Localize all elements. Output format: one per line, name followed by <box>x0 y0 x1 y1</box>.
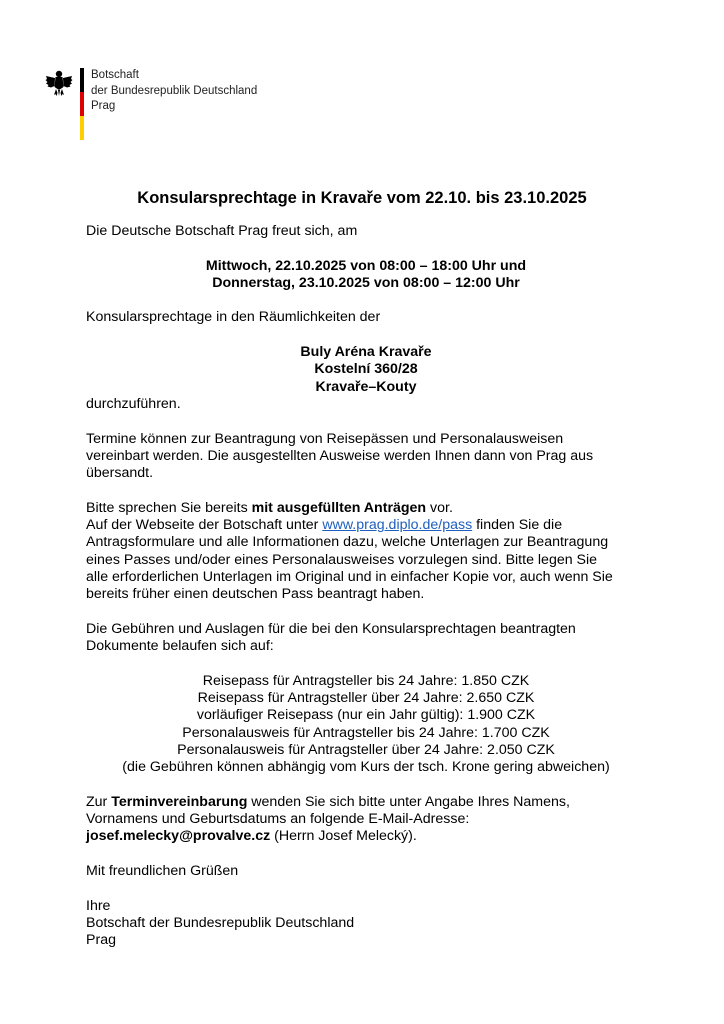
venue-street: Kostelní 360/28 <box>314 361 418 378</box>
website-text-before: Auf der Webseite der Botschaft unter <box>86 517 323 534</box>
contact-text-after: wenden Sie sich bitte unter Angabe Ihres Namens, <box>247 793 570 810</box>
website-rest-text: alle erforderlichen Unterlagen im Original und in einfacher Kopie vor, auch wenn Sie <box>86 568 613 585</box>
appointments-text: übersandt. <box>86 465 154 482</box>
contact-email[interactable]: josef.melecky@provalve.cz <box>86 828 271 845</box>
appointments-text: Termine können zur Beantragung von Reisepässen und Personalausweisen <box>86 430 564 447</box>
fee-line: vorläufiger Reisepass (nur ein Jahr gültig): 1.900 CZK <box>196 707 536 724</box>
fee-line: Reisepass für Antragsteller über 24 Jahre: 2.650 CZK <box>197 690 535 707</box>
fee-line: Reisepass für Antragsteller bis 24 Jahre: 1.850 CZK <box>202 672 530 689</box>
flag-stripe <box>80 68 84 140</box>
sender-line: der Bundesrepublik Deutschland <box>91 84 258 97</box>
bring-text-after: vor. <box>426 499 453 516</box>
pass-info-link[interactable]: www.prag.diplo.de/pass <box>322 517 473 534</box>
fee-line: Personalausweis für Antragsteller bis 24 Jahre: 1.700 CZK <box>182 724 550 741</box>
venue-name: Buly Aréna Kravaře <box>300 344 432 361</box>
website-rest-text: bereits früher einen deutschen Pass beantragt haben. <box>86 586 425 603</box>
letter-body <box>86 223 646 949</box>
document-title: Konsularsprechtage in Kravaře vom 22.10. bis 23.10.2025 <box>137 189 587 207</box>
date-line: Mittwoch, 22.10.2025 von 08:00 – 18:00 Uhr und <box>205 257 527 274</box>
contact-text <box>86 794 646 811</box>
appointments-text: vereinbart werden. Die ausgestellten Ausweise werden Ihnen dann von Prag aus <box>86 447 594 464</box>
signature-line: Prag <box>86 932 116 949</box>
fees-intro-text: Dokumente belaufen sich auf: <box>86 638 274 655</box>
website-rest-text: eines Passes und/oder eines Personalausweises vorzulegen sind. Bitte legen Sie <box>86 551 598 568</box>
bring-text-before: Bitte sprechen Sie bereits <box>86 499 252 516</box>
contact-email-line <box>86 828 646 845</box>
closing-text: Mit freundlichen Grüßen <box>86 862 239 879</box>
sender-line: Botschaft <box>91 69 139 81</box>
fee-line: Personalausweis für Antragsteller über 24 Jahre: 2.050 CZK <box>177 741 555 758</box>
bring-forms-text <box>86 500 646 517</box>
fee-note: (die Gebühren können abhängig vom Kurs der tsch. Krone gering abweichen) <box>122 759 610 776</box>
sender-block <box>91 68 257 115</box>
intro-text: Die Deutsche Botschaft Prag freut sich, am <box>86 223 358 239</box>
website-text <box>86 517 646 534</box>
website-rest-text: Antragsformulare und alle Informationen dazu, welche Unterlagen zur Beantragung <box>86 534 609 551</box>
contact-text-before: Zur <box>86 793 112 810</box>
fees-intro-text: Die Gebühren und Auslagen für die bei den Konsularsprechtagen beantragten <box>86 620 576 637</box>
signature-line: Ihre <box>86 897 111 914</box>
location-intro: Konsularsprechtage in den Räumlichkeiten der <box>86 309 381 326</box>
letterhead <box>44 64 344 144</box>
contact-text-line2: Vornamens und Geburtsdatums an folgende E-Mail-Adresse: <box>86 811 470 828</box>
location-outro: durchzuführen. <box>86 395 181 412</box>
bring-forms-emphasis: mit ausgefüllten Anträgen <box>251 499 427 516</box>
venue-city: Kravaře–Kouty <box>315 378 417 395</box>
signature-line: Botschaft der Bundesrepublik Deutschland <box>86 914 355 931</box>
federal-eagle-icon <box>44 68 74 98</box>
website-text-after: finden Sie die <box>472 517 563 534</box>
contact-person: (Herrn Josef Melecký). <box>270 828 417 845</box>
date-line: Donnerstag, 23.10.2025 von 08:00 – 12:00 Uhr <box>212 274 520 291</box>
appointment-emphasis: Terminvereinbarung <box>111 793 248 810</box>
sender-line: Prag <box>91 100 116 112</box>
